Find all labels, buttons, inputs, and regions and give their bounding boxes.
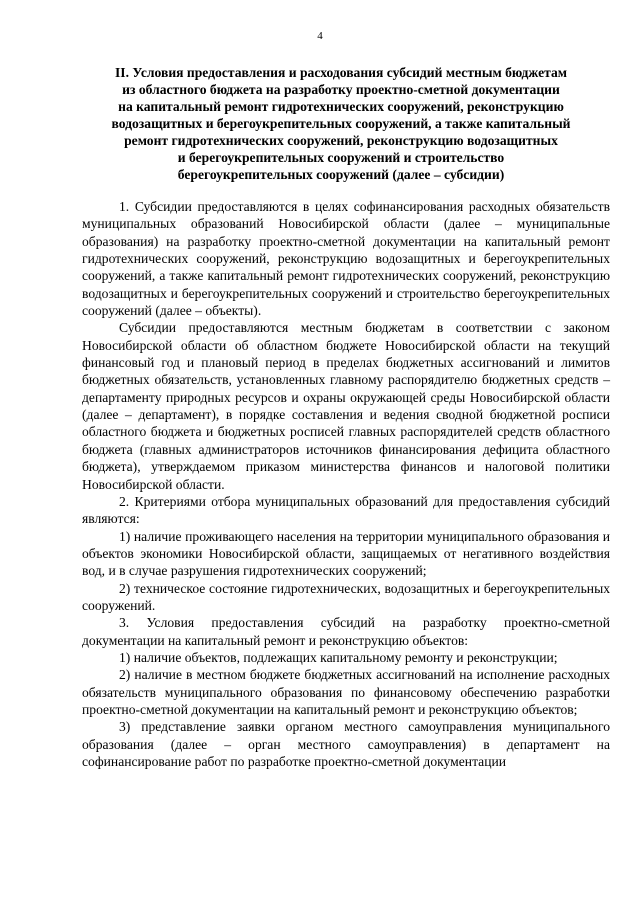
heading-line: и берегоукрепительных сооружений и строительство	[177, 150, 505, 165]
paragraph: 2) техническое состояние гидротехнических, водозащитных и берегоукрепительных сооружений.	[82, 580, 610, 613]
paragraph: Субсидии предоставляются местным бюджетам в соответствии с законом Новосибирской области об областном бюджете Новосибирской области на текущий финансовый год и плановый период в пределах бюджетных ассигнований и лимитов бюджетных обязательств, установленных главному распорядителю бюджетных средств – департаменту природных ресурсов и охраны окружающей среды Новосибирской области (далее – департамент), в порядке составления и ведения сводной бюджетной росписи областного бюджета и бюджетных росписей главных распорядителей средств областного бюджета (главных администраторов источников финансирования дефицита областного бюджета), утверждаемом приказом министерства финансов и налоговой политики Новосибирской области.	[82, 320, 610, 492]
paragraph: 1) наличие объектов, подлежащих капитальному ремонту и реконструкции;	[119, 649, 558, 665]
heading-line: II. Условия предоставления и расходования субсидий местным бюджетам	[114, 65, 568, 80]
heading-line: ремонт гидротехнических сооружений, реконструкцию водозащитных	[124, 133, 558, 148]
paragraph: 2) наличие в местном бюджете бюджетных ассигнований на исполнение расходных обязательств муниципального образования по финансовому обеспечению разработки проектно-сметной документации на капитальный ремонт и реконструкцию объектов;	[82, 667, 610, 717]
heading-line: водозащитных и берегоукрепительных сооружений, а также капитальный	[111, 116, 571, 131]
heading-line: на капитальный ремонт гидротехнических сооружений, реконструкцию	[118, 99, 564, 114]
heading-line: берегоукрепительных сооружений (далее – субсидии)	[177, 167, 505, 182]
paragraph: 3) представление заявки органом местного самоуправления муниципального образования (далее – орган местного самоуправления) в департамент на софинансирование работ по разработке проектно-сметной документации	[82, 719, 610, 769]
page-number: 4	[317, 30, 323, 42]
paragraph: 1. Субсидии предоставляются в целях софинансирования расходных обязательств муниципальных образований Новосибирской области (далее – муниципальные образования) на разработку проектно-сметной документации на капитальный ремонт гидротехнических сооружений, реконструкцию водозащитных и берегоукрепительных сооружений, а также капитальный ремонт гидротехнических сооружений, реконструкцию водозащитных и берегоукрепительных сооружений и строительство берегоукрепительных сооружений (далее – объекты).	[82, 199, 610, 319]
paragraph: 2. Критериями отбора муниципальных образований для предоставления субсидий являются:	[82, 493, 610, 527]
document-body	[82, 198, 610, 770]
paragraph: 3. Условия предоставления субсидий на разработку проектно-сметной документации на капитальный ремонт и реконструкцию объектов:	[82, 615, 610, 648]
section-heading	[76, 64, 606, 183]
paragraph: 1) наличие проживающего населения на территории муниципального образования и объектов экономики Новосибирской области, защищаемых от негативного воздействия вод, и в случае разрушения гидротехнических сооружений;	[82, 528, 610, 579]
heading-line: из областного бюджета на разработку проектно-сметной документации	[122, 82, 560, 97]
